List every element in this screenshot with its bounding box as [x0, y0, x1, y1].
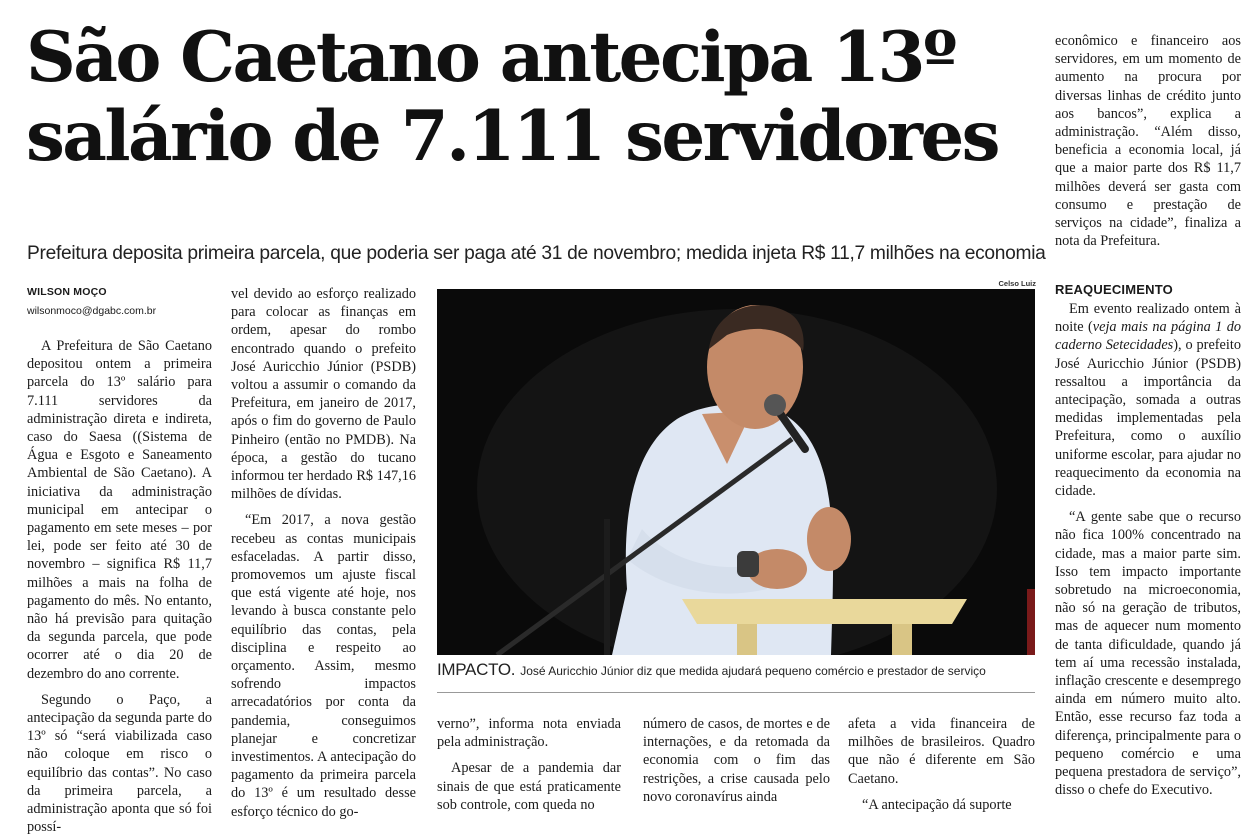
caption-divider	[437, 692, 1035, 693]
paragraph-text: Em evento realizado ontem à noite (	[1055, 301, 1241, 336]
article-column-5	[848, 715, 1035, 814]
article-column-6	[1055, 32, 1241, 250]
article-column-4	[643, 715, 830, 806]
speaker-hand-right	[807, 507, 851, 571]
paragraph: econômico e financeiro aos servidores, em um momento de aumento na procura por diversas linhas de crédito junto aos bancos”, explica a administração. “Além disso, beneficia a economia local, já que a maior parte dos R$ 11,7 milhões deverá ser gasta com consumo e prestação de serviços na cidade”, finaliza a nota da Prefeitura.	[1055, 33, 1241, 250]
byline	[27, 286, 227, 317]
article-column-3	[437, 715, 621, 814]
article-column-1	[27, 337, 212, 836]
wristwatch	[737, 551, 759, 577]
author-email: wilsonmoco@dgabc.com.br	[27, 305, 157, 317]
italic-reference: veja mais na página 1 do caderno Setecidades	[1055, 319, 1241, 354]
paragraph: verno”, informa nota enviada pela administração.	[437, 716, 621, 751]
paragraph: Segundo o Paço, a antecipação da segunda parte do 13º só “será viabilizada caso não coloque em risco o equilíbrio das contas”. No caso da primeira parcela, a administração aponta que só foi possí-	[27, 691, 212, 836]
section-heading: REAQUECIMENTO	[1055, 282, 1173, 297]
podium-leg-left	[737, 624, 757, 655]
article-column-2	[231, 285, 416, 821]
speaker-photo-illustration	[437, 289, 1035, 655]
paragraph: número de casos, de mortes e de internações, e da retomada da economia com o fim das restrições, a crise causada pelo novo coronavírus ainda	[643, 716, 830, 805]
headline-line-2: salário de 7.111 servidores	[26, 96, 998, 177]
caption-text: José Auricchio Júnior diz que medida ajudará pequeno comércio e prestador de serviço	[520, 664, 986, 678]
photo-caption	[437, 662, 1037, 679]
paragraph: afeta a vida financeira de milhões de brasileiros. Quadro que não é diferente em São Caetano.	[848, 716, 1035, 787]
paragraph: Apesar de a pandemia dar sinais de que está praticamente sob controle, com queda no	[437, 760, 621, 813]
caption-tag: IMPACTO.	[437, 660, 516, 679]
paragraph: A Prefeitura de São Caetano depositou ontem a primeira parcela do 13º salário para 7.111 servidores da administração direta e indireta, caso do Saesa ((Sistema de Água e Esgoto e Saneamento Ambiental de São Caetano). A iniciativa da administração municipal em antecipar o pagamento em sete meses – por lei, pode ser feito até 30 de novembro – significa R$ 11,7 milhões a mais na folha de pagamento do mês. No entanto, não há previsão para quitação da segunda parcela, que pode ocorrer até o dia 20 de dezembro do ano corrente.	[27, 338, 212, 682]
paragraph: “A antecipação dá suporte	[862, 796, 1012, 813]
paragraph: “A gente sabe que o recurso não fica 100% concentrado na cidade, mas a maior parte sim. Isso tem impacto importante sobretudo na microeconomia, não só na geração de tributos, mas de aquecer num momento de tanta dificuldade, quando já tem aí uma recessão instalada, inflação crescente e desemprego ainda em número muito alto. Então, esse recurso faz toda a diferença, principalmente para o pequeno comércio e uma pequena prestadora de serviço”, disso o chefe do Executivo.	[1055, 509, 1241, 799]
headline	[26, 18, 1036, 176]
microphone-head	[764, 394, 786, 416]
paragraph	[1055, 300, 1241, 500]
paragraph: “Em 2017, a nova gestão recebeu as contas municipais esfaceladas. A partir disso, promovemos um ajuste fiscal que está vigente até hoje, nos levando à busca constante pelo equilíbrio das contas, pela disciplina e respeito ao orçamento. Assim, mesmo sofrendo impactos arrecadatórios por conta da pandemia, conseguimos planejar e concretizar investimentos. A antecipação do pagamento da primeira parcela do 13º é um resultado desse esforço técnico do go-	[231, 512, 416, 820]
paragraph: vel devido ao esforço realizado para colocar as finanças em ordem, apesar do rombo encontrado quando o prefeito José Auricchio Júnior (PSDB) voltou a assumir o comando da Prefeitura, em janeiro de 2017, após o fim do governo de Paulo Pinheiro (então no PMDB). Na época, a gestão do tucano informou ter herdado R$ 147,16 milhões de dívidas.	[231, 286, 416, 503]
news-photo	[437, 289, 1035, 655]
podium-top	[682, 599, 967, 624]
background-detail	[1027, 589, 1035, 655]
headline-line-1: São Caetano antecipa 13º	[26, 17, 955, 98]
photo-credit: Celso Luiz	[998, 279, 1036, 288]
subheadline: Prefeitura deposita primeira parcela, que poderia ser paga até 31 de novembro; medida injeta R$ 11,7 milhões na economia	[27, 243, 1046, 264]
author-name: WILSON MOÇO	[27, 286, 107, 298]
article-column-6-continued	[1055, 282, 1241, 799]
podium-leg-right	[892, 624, 912, 655]
paragraph-text: ), o prefeito José Auricchio Júnior (PSDB) ressaltou a importância da antecipação, somada a outras medidas implementadas pela Prefeitura, como o auxílio uniforme escolar, para ajudar no reaquecimento da economia na cidade.	[1055, 337, 1241, 500]
